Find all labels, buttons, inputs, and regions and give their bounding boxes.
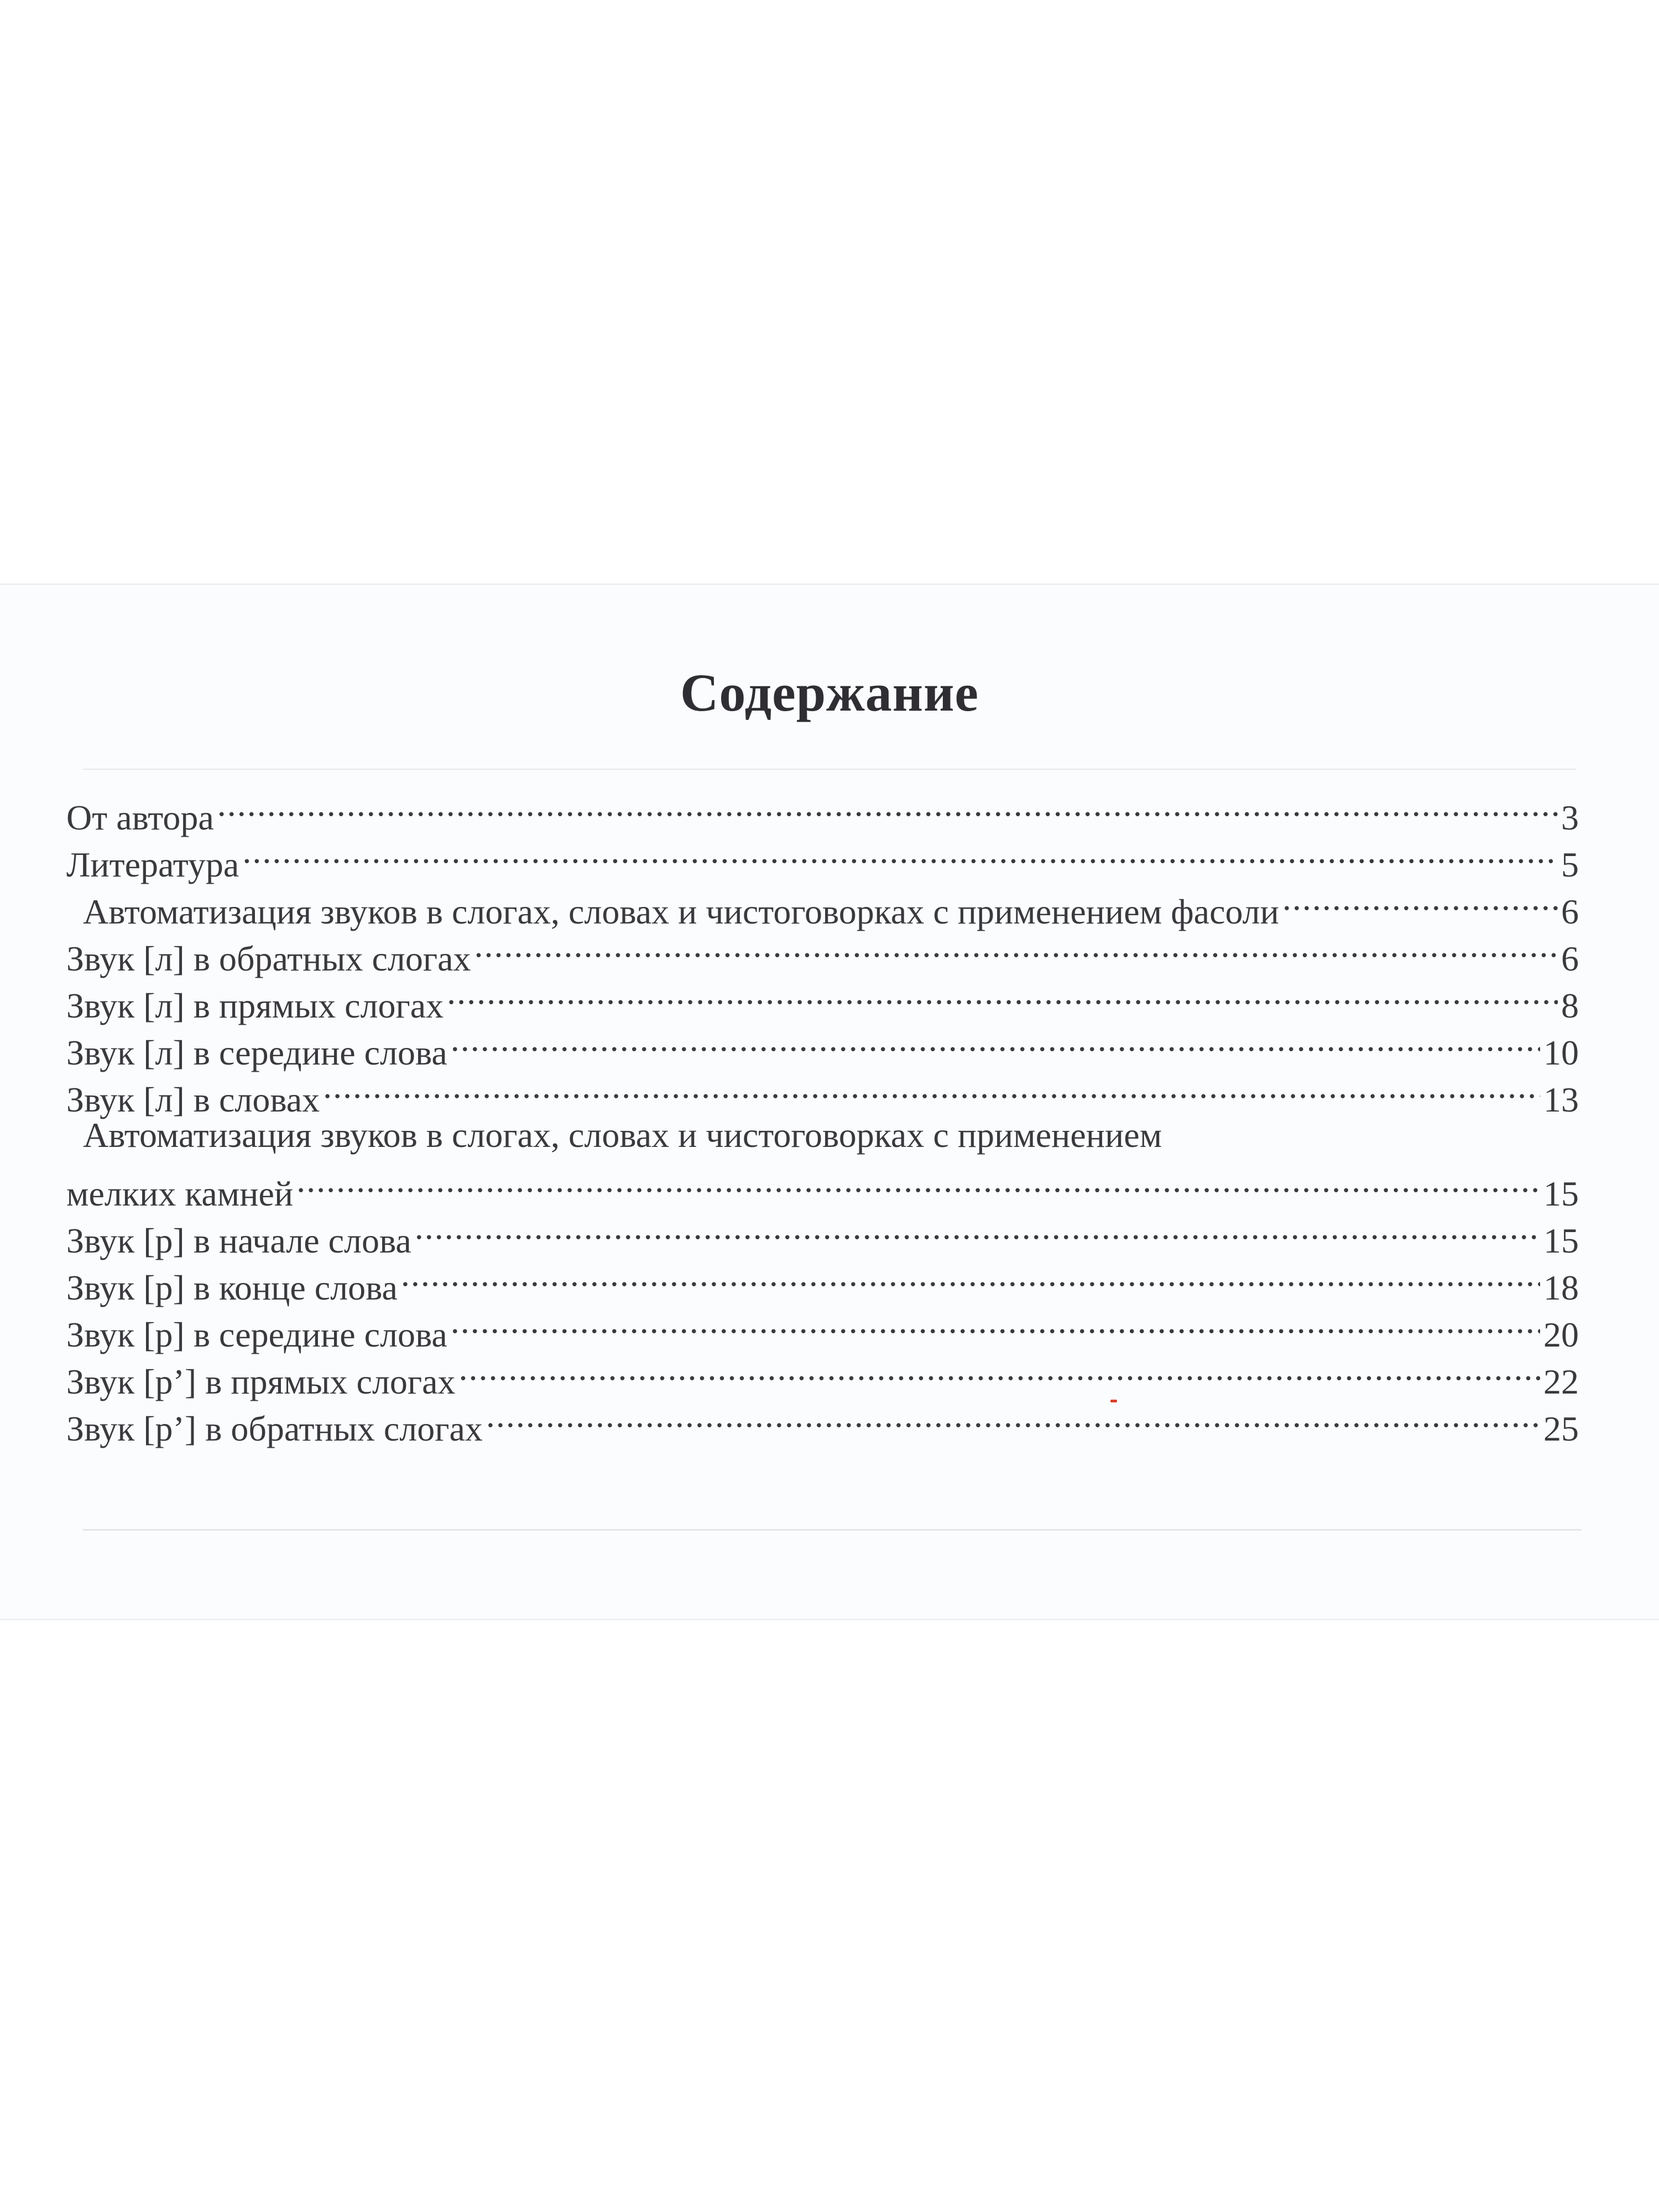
toc-entry-title: Звук [л] в обратных слогах <box>66 939 471 978</box>
toc-leader-dots <box>451 1018 1540 1065</box>
toc-entry-title: Автоматизация звуков в слогах, словах и чистоговорках с применением фасоли <box>83 892 1279 931</box>
toc-entry-title: Звук [л] в середине слова <box>66 1033 447 1072</box>
toc-leader-dots <box>474 924 1558 971</box>
toc-leader-dots <box>242 830 1558 877</box>
toc-entry-title-line1: Автоматизация звуков в слогах, словах и чистоговорках с применением <box>83 1115 1162 1155</box>
toc-leader-dots <box>415 1206 1540 1253</box>
toc-entry-page: 3 <box>1561 798 1579 837</box>
bottom-divider <box>83 1529 1582 1531</box>
toc-leader-dots <box>401 1253 1540 1300</box>
document-page <box>0 583 1659 1620</box>
page-edge-bottom <box>0 1619 1659 1620</box>
toc-entry-page: 8 <box>1561 986 1579 1025</box>
toc-entry-title: Звук [р’] в прямых слогах <box>66 1362 456 1401</box>
ink-speck <box>1110 1400 1117 1402</box>
toc-leader-dots <box>217 782 1558 830</box>
toc-entry-page: 20 <box>1543 1315 1579 1354</box>
toc-entry-title: Звук [р’] в обратных слогах <box>66 1409 483 1448</box>
toc-leader-dots <box>486 1394 1540 1441</box>
toc-leader-dots <box>451 1300 1540 1347</box>
toc-entry-title: Литература <box>66 845 239 884</box>
toc-entry-page: 22 <box>1543 1362 1579 1401</box>
page-title: Содержание <box>680 663 979 722</box>
toc-entry-title: Звук [р] в конце слова <box>66 1268 398 1307</box>
title-divider <box>83 769 1576 770</box>
toc-entry-page: 13 <box>1543 1080 1579 1119</box>
toc-entry-page: 25 <box>1543 1409 1579 1448</box>
toc-leader-dots <box>447 971 1558 1018</box>
toc-entry-title: От автора <box>66 798 214 837</box>
toc-entry-page: 15 <box>1543 1174 1579 1213</box>
page-edge-top <box>0 583 1659 585</box>
toc-entry-page: 10 <box>1543 1033 1579 1072</box>
toc-entry-page: 6 <box>1561 892 1579 931</box>
toc-entry-page: 15 <box>1543 1221 1579 1260</box>
toc-entry-page: 6 <box>1561 939 1579 978</box>
toc-leader-dots <box>296 1159 1540 1206</box>
toc-entry-page: 18 <box>1543 1268 1579 1307</box>
toc-leader-dots <box>459 1347 1540 1394</box>
toc-entry <box>66 1159 1579 1213</box>
toc-entry-title: Звук [р] в середине слова <box>66 1315 447 1354</box>
toc-entry-title: Звук [р] в начале слова <box>66 1221 411 1260</box>
toc-entry <box>66 1206 1579 1260</box>
toc-entry-page: 5 <box>1561 845 1579 884</box>
toc-entry-title-line2: мелких камней <box>66 1174 294 1213</box>
toc-leader-dots <box>1282 877 1558 924</box>
table-of-contents <box>66 782 1579 1448</box>
toc-entry <box>66 830 1579 884</box>
toc-entry <box>66 877 1579 931</box>
toc-entry-title: Звук [л] в прямых слогах <box>66 986 444 1025</box>
toc-entry <box>66 782 1579 837</box>
toc-entry-title: Звук [л] в словах <box>66 1080 320 1119</box>
toc-leader-dots <box>323 1065 1540 1112</box>
